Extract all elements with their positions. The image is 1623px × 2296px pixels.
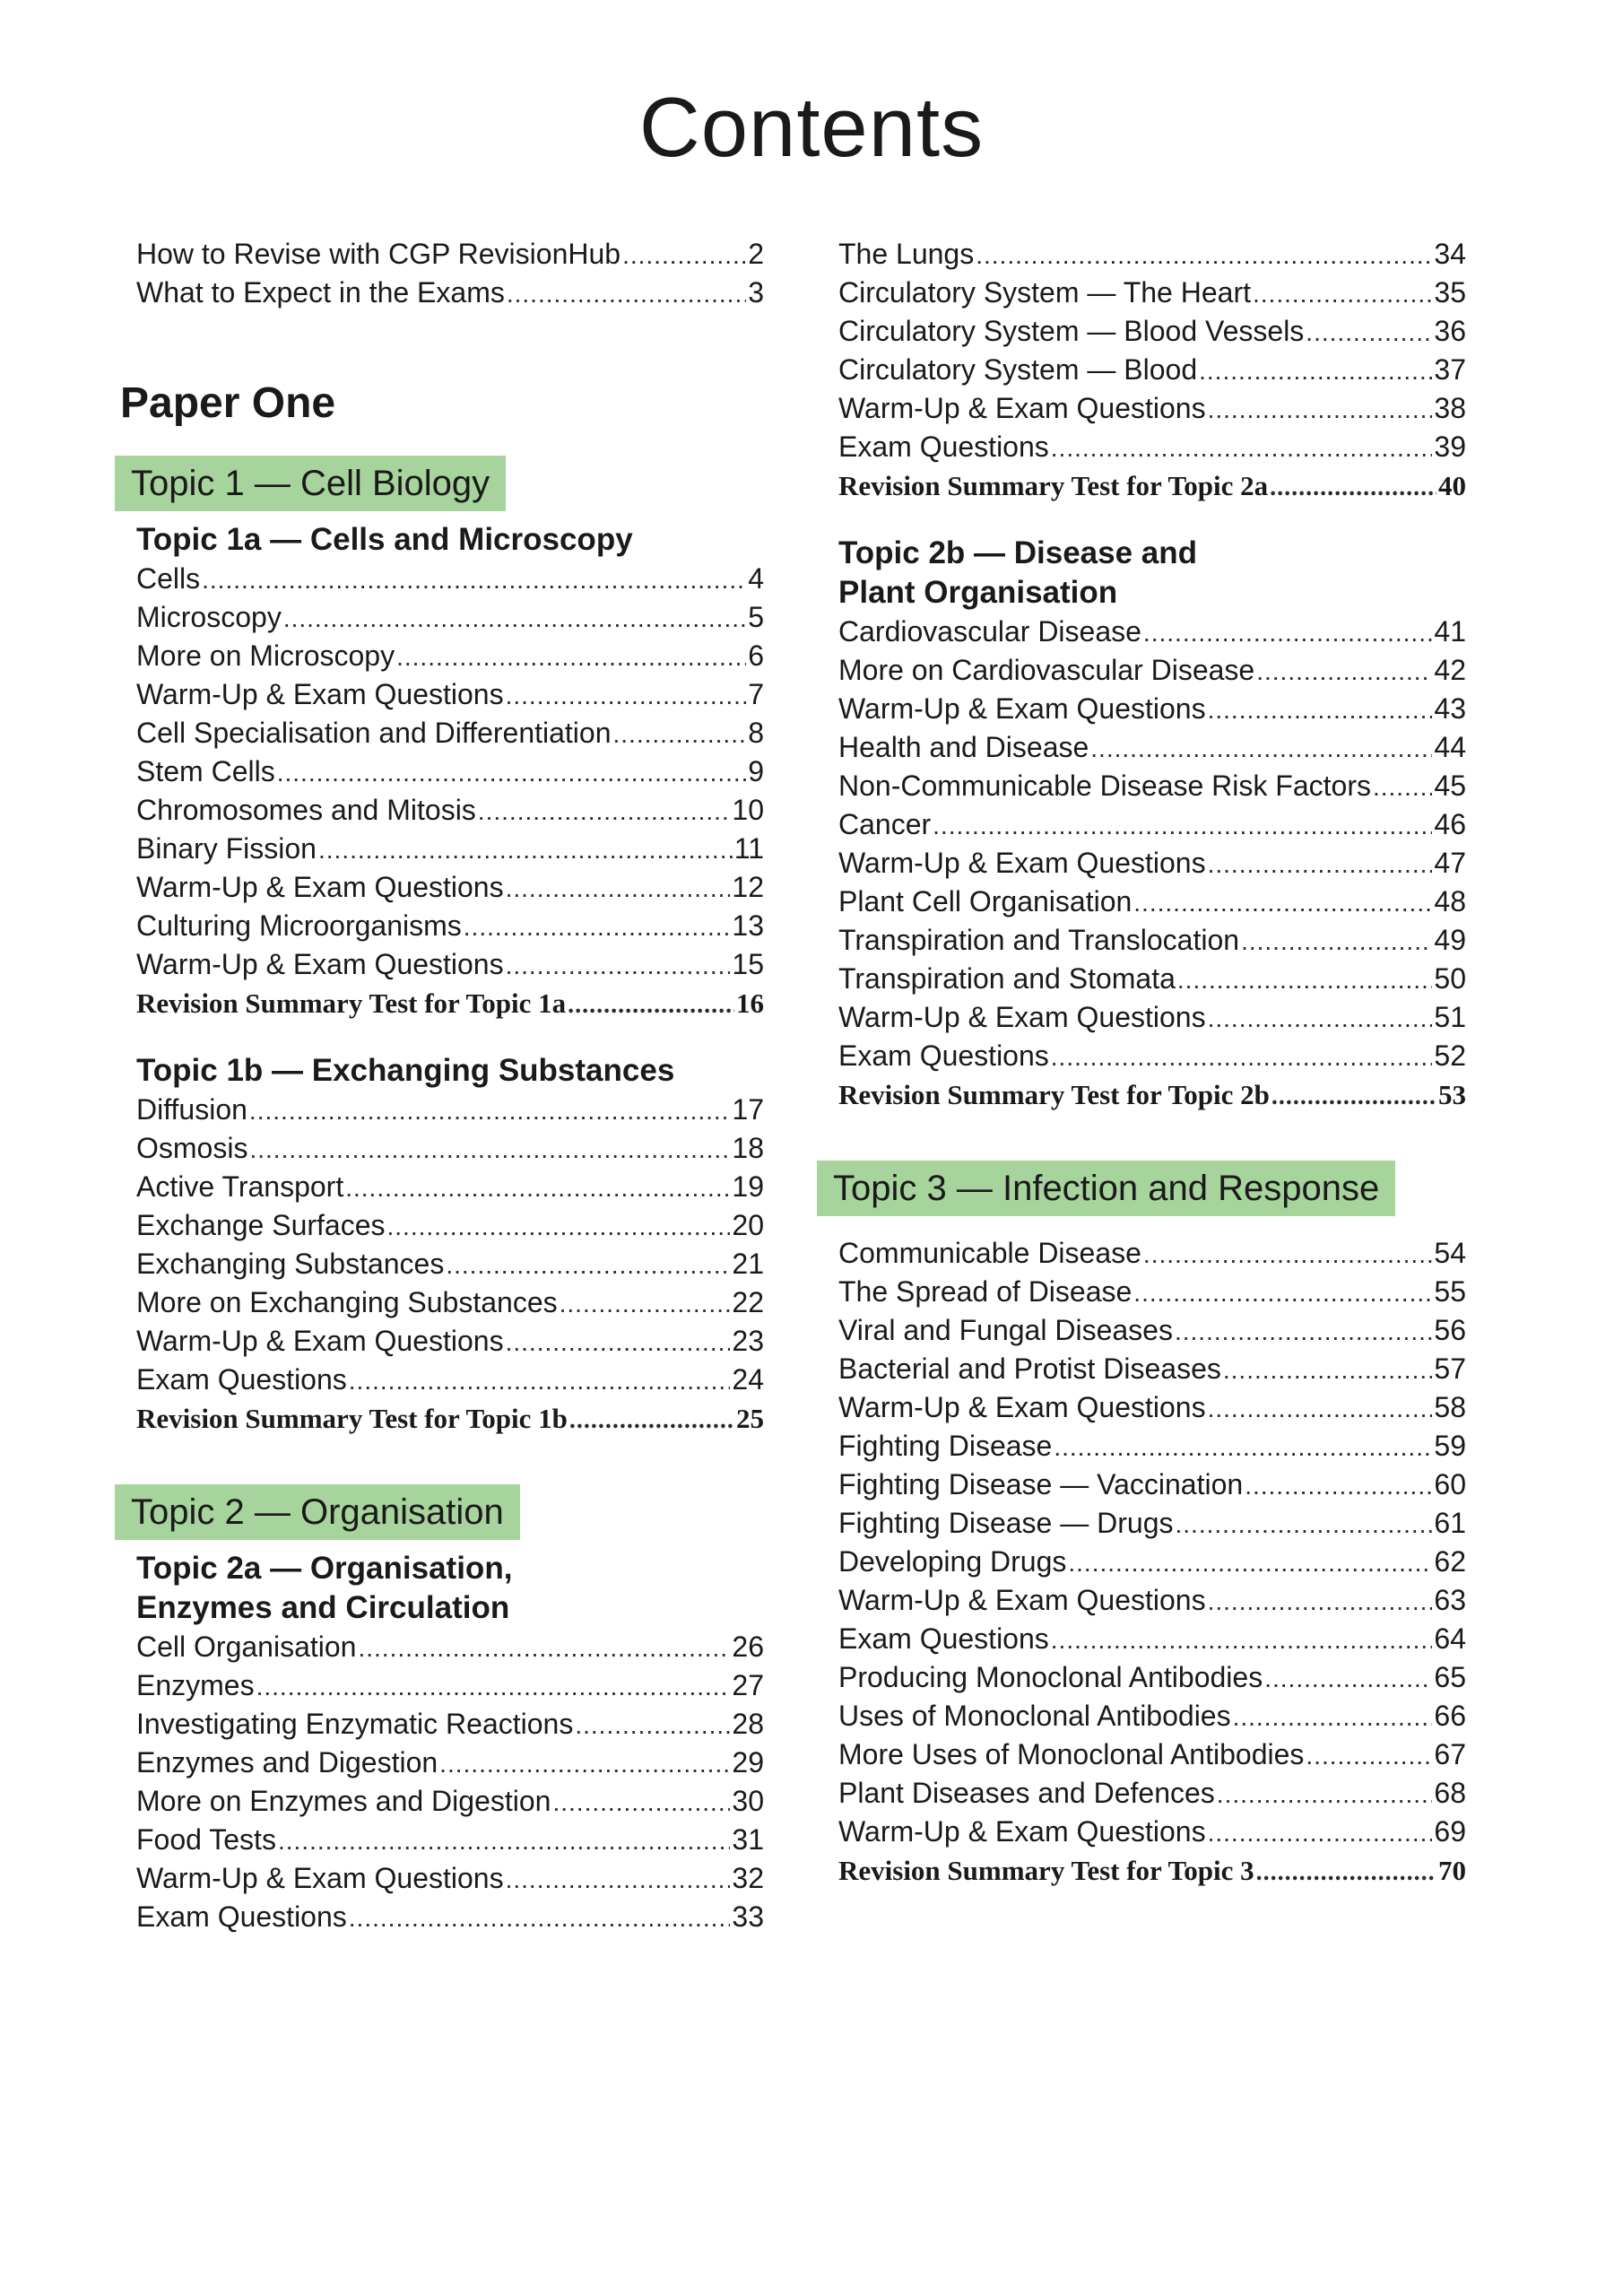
page-title: Contents bbox=[638, 80, 985, 174]
toc-entry[interactable]: Warm-Up & Exam Questions ..... 58 bbox=[838, 1388, 1466, 1427]
toc-entry[interactable]: More on Microscopy ..... 6 bbox=[136, 637, 764, 675]
topic-2b-heading-line1: Topic 2b — Disease and bbox=[838, 535, 1198, 570]
toc-entry[interactable]: Warm-Up & Exam Questions ..... 23 bbox=[136, 1322, 764, 1361]
topic-1-band: Topic 1 — Cell Biology bbox=[115, 456, 506, 511]
toc-entry[interactable]: Developing Drugs ..... 62 bbox=[838, 1543, 1466, 1581]
toc-entry[interactable]: Warm-Up & Exam Questions ..... 7 bbox=[136, 675, 764, 714]
toc-entry[interactable]: Warm-Up & Exam Questions ..... 63 bbox=[838, 1581, 1466, 1620]
topic-3-list bbox=[838, 1234, 1466, 1890]
toc-entry[interactable]: Producing Monoclonal Antibodies ..... 65 bbox=[838, 1658, 1466, 1697]
toc-entry[interactable]: Diffusion ..... 17 bbox=[136, 1091, 764, 1129]
toc-entry[interactable]: The Lungs ..... 34 bbox=[838, 235, 1466, 274]
toc-entry[interactable]: Enzymes and Digestion ..... 29 bbox=[136, 1744, 764, 1782]
topic-2b-heading-line2: Plant Organisation bbox=[838, 575, 1118, 610]
toc-entry[interactable]: Exam Questions ..... 33 bbox=[136, 1898, 764, 1936]
toc-entry[interactable]: More Uses of Monoclonal Antibodies ..... 67 bbox=[838, 1735, 1466, 1774]
contents-left-column bbox=[120, 235, 764, 1936]
toc-summary-entry[interactable]: Revision Summary Test for Topic 3 ..... 70 bbox=[838, 1851, 1466, 1890]
toc-entry[interactable]: Circulatory System — The Heart ..... 35 bbox=[838, 274, 1466, 312]
topic-2a-list-left bbox=[136, 1628, 764, 1936]
toc-entry[interactable]: Warm-Up & Exam Questions ..... 32 bbox=[136, 1859, 764, 1898]
toc-entry[interactable]: Warm-Up & Exam Questions ..... 43 bbox=[838, 690, 1466, 728]
toc-entry[interactable]: Food Tests ..... 31 bbox=[136, 1821, 764, 1859]
contents-right-column bbox=[833, 235, 1466, 1890]
toc-entry[interactable]: Exam Questions ..... 64 bbox=[838, 1620, 1466, 1658]
toc-entry[interactable]: Plant Diseases and Defences ..... 68 bbox=[838, 1774, 1466, 1813]
toc-entry[interactable]: Exchange Surfaces ..... 20 bbox=[136, 1206, 764, 1245]
toc-entry[interactable]: Circulatory System — Blood ..... 37 bbox=[838, 351, 1466, 389]
toc-entry[interactable]: Exam Questions ..... 39 bbox=[838, 428, 1466, 466]
toc-entry[interactable]: Binary Fission ..... 11 bbox=[136, 830, 764, 868]
toc-entry[interactable]: Investigating Enzymatic Reactions ..... 28 bbox=[136, 1705, 764, 1744]
topic-2a-heading-line1: Topic 2a — Organisation, bbox=[136, 1551, 513, 1586]
topic-1b-heading: Topic 1b — Exchanging Substances bbox=[136, 1053, 675, 1088]
toc-entry[interactable]: Stem Cells ..... 9 bbox=[136, 752, 764, 791]
toc-entry[interactable]: Warm-Up & Exam Questions ..... 47 bbox=[838, 844, 1466, 883]
toc-entry[interactable]: The Spread of Disease ..... 55 bbox=[838, 1273, 1466, 1311]
toc-entry[interactable]: Culturing Microorganisms ..... 13 bbox=[136, 907, 764, 945]
toc-entry[interactable]: Active Transport ..... 19 bbox=[136, 1168, 764, 1206]
topic-2a-heading-line2: Enzymes and Circulation bbox=[136, 1590, 510, 1625]
intro-list bbox=[136, 235, 764, 312]
toc-entry[interactable]: Warm-Up & Exam Questions ..... 69 bbox=[838, 1813, 1466, 1851]
toc-entry[interactable]: Cells ..... 4 bbox=[136, 560, 764, 598]
topic-2a-list-right bbox=[838, 235, 1466, 505]
toc-entry[interactable]: Microscopy ..... 5 bbox=[136, 598, 764, 637]
toc-entry[interactable]: Enzymes ..... 27 bbox=[136, 1666, 764, 1705]
toc-entry[interactable]: Health and Disease ..... 44 bbox=[838, 728, 1466, 767]
toc-entry[interactable]: Chromosomes and Mitosis ..... 10 bbox=[136, 791, 764, 830]
toc-entry[interactable]: Exam Questions ..... 24 bbox=[136, 1361, 764, 1399]
paper-heading: Paper One bbox=[120, 379, 336, 427]
toc-entry[interactable]: Warm-Up & Exam Questions ..... 12 bbox=[136, 868, 764, 907]
toc-entry[interactable]: Osmosis ..... 18 bbox=[136, 1129, 764, 1168]
toc-entry[interactable]: Exam Questions ..... 52 bbox=[838, 1037, 1466, 1075]
toc-entry[interactable]: Cell Organisation ..... 26 bbox=[136, 1628, 764, 1666]
toc-entry[interactable]: More on Cardiovascular Disease ..... 42 bbox=[838, 651, 1466, 690]
toc-summary-entry[interactable]: Revision Summary Test for Topic 1a ..... 16 bbox=[136, 984, 764, 1022]
toc-entry[interactable]: Warm-Up & Exam Questions ..... 51 bbox=[838, 998, 1466, 1037]
toc-entry[interactable]: More on Exchanging Substances ..... 22 bbox=[136, 1283, 764, 1322]
topic-2b-heading bbox=[838, 534, 1466, 613]
toc-entry[interactable]: Fighting Disease — Vaccination ..... 60 bbox=[838, 1465, 1466, 1504]
topic-2-band: Topic 2 — Organisation bbox=[115, 1484, 520, 1540]
toc-summary-entry[interactable]: Revision Summary Test for Topic 2b ..... 53 bbox=[838, 1075, 1466, 1114]
toc-entry[interactable]: Exchanging Substances ..... 21 bbox=[136, 1245, 764, 1283]
toc-entry[interactable]: Uses of Monoclonal Antibodies ..... 66 bbox=[838, 1697, 1466, 1735]
toc-entry[interactable]: Fighting Disease ..... 59 bbox=[838, 1427, 1466, 1465]
toc-summary-entry[interactable]: Revision Summary Test for Topic 1b ..... 25 bbox=[136, 1399, 764, 1438]
topic-3-band: Topic 3 — Infection and Response bbox=[817, 1161, 1395, 1216]
toc-entry[interactable]: How to Revise with CGP RevisionHub ..... 2 bbox=[136, 235, 764, 274]
toc-entry[interactable]: Plant Cell Organisation ..... 48 bbox=[838, 883, 1466, 921]
topic-1b-list bbox=[136, 1091, 764, 1438]
toc-entry[interactable]: More on Enzymes and Digestion ..... 30 bbox=[136, 1782, 764, 1821]
topic-1a-list bbox=[136, 560, 764, 1022]
toc-entry[interactable]: Warm-Up & Exam Questions ..... 38 bbox=[838, 389, 1466, 428]
toc-entry[interactable]: Fighting Disease — Drugs ..... 61 bbox=[838, 1504, 1466, 1543]
toc-entry[interactable]: Bacterial and Protist Diseases ..... 57 bbox=[838, 1350, 1466, 1388]
toc-entry[interactable]: Non-Communicable Disease Risk Factors ..... 45 bbox=[838, 767, 1466, 805]
toc-entry[interactable]: Cardiovascular Disease ..... 41 bbox=[838, 613, 1466, 651]
toc-entry[interactable]: Communicable Disease ..... 54 bbox=[838, 1234, 1466, 1273]
toc-entry[interactable]: Viral and Fungal Diseases ..... 56 bbox=[838, 1311, 1466, 1350]
toc-entry[interactable]: Warm-Up & Exam Questions ..... 15 bbox=[136, 945, 764, 984]
topic-2a-heading bbox=[136, 1549, 764, 1628]
toc-entry[interactable]: Cancer ..... 46 bbox=[838, 805, 1466, 844]
topic-1a-heading: Topic 1a — Cells and Microscopy bbox=[136, 522, 633, 557]
toc-summary-entry[interactable]: Revision Summary Test for Topic 2a ..... 40 bbox=[838, 466, 1466, 505]
topic-2b-list bbox=[838, 613, 1466, 1114]
toc-entry[interactable]: Circulatory System — Blood Vessels ..... 36 bbox=[838, 312, 1466, 351]
toc-entry[interactable]: Transpiration and Translocation ..... 49 bbox=[838, 921, 1466, 960]
toc-entry[interactable]: Cell Specialisation and Differentiation ..... 8 bbox=[136, 714, 764, 752]
toc-entry[interactable]: What to Expect in the Exams ..... 3 bbox=[136, 274, 764, 312]
toc-entry[interactable]: Transpiration and Stomata ..... 50 bbox=[838, 960, 1466, 998]
